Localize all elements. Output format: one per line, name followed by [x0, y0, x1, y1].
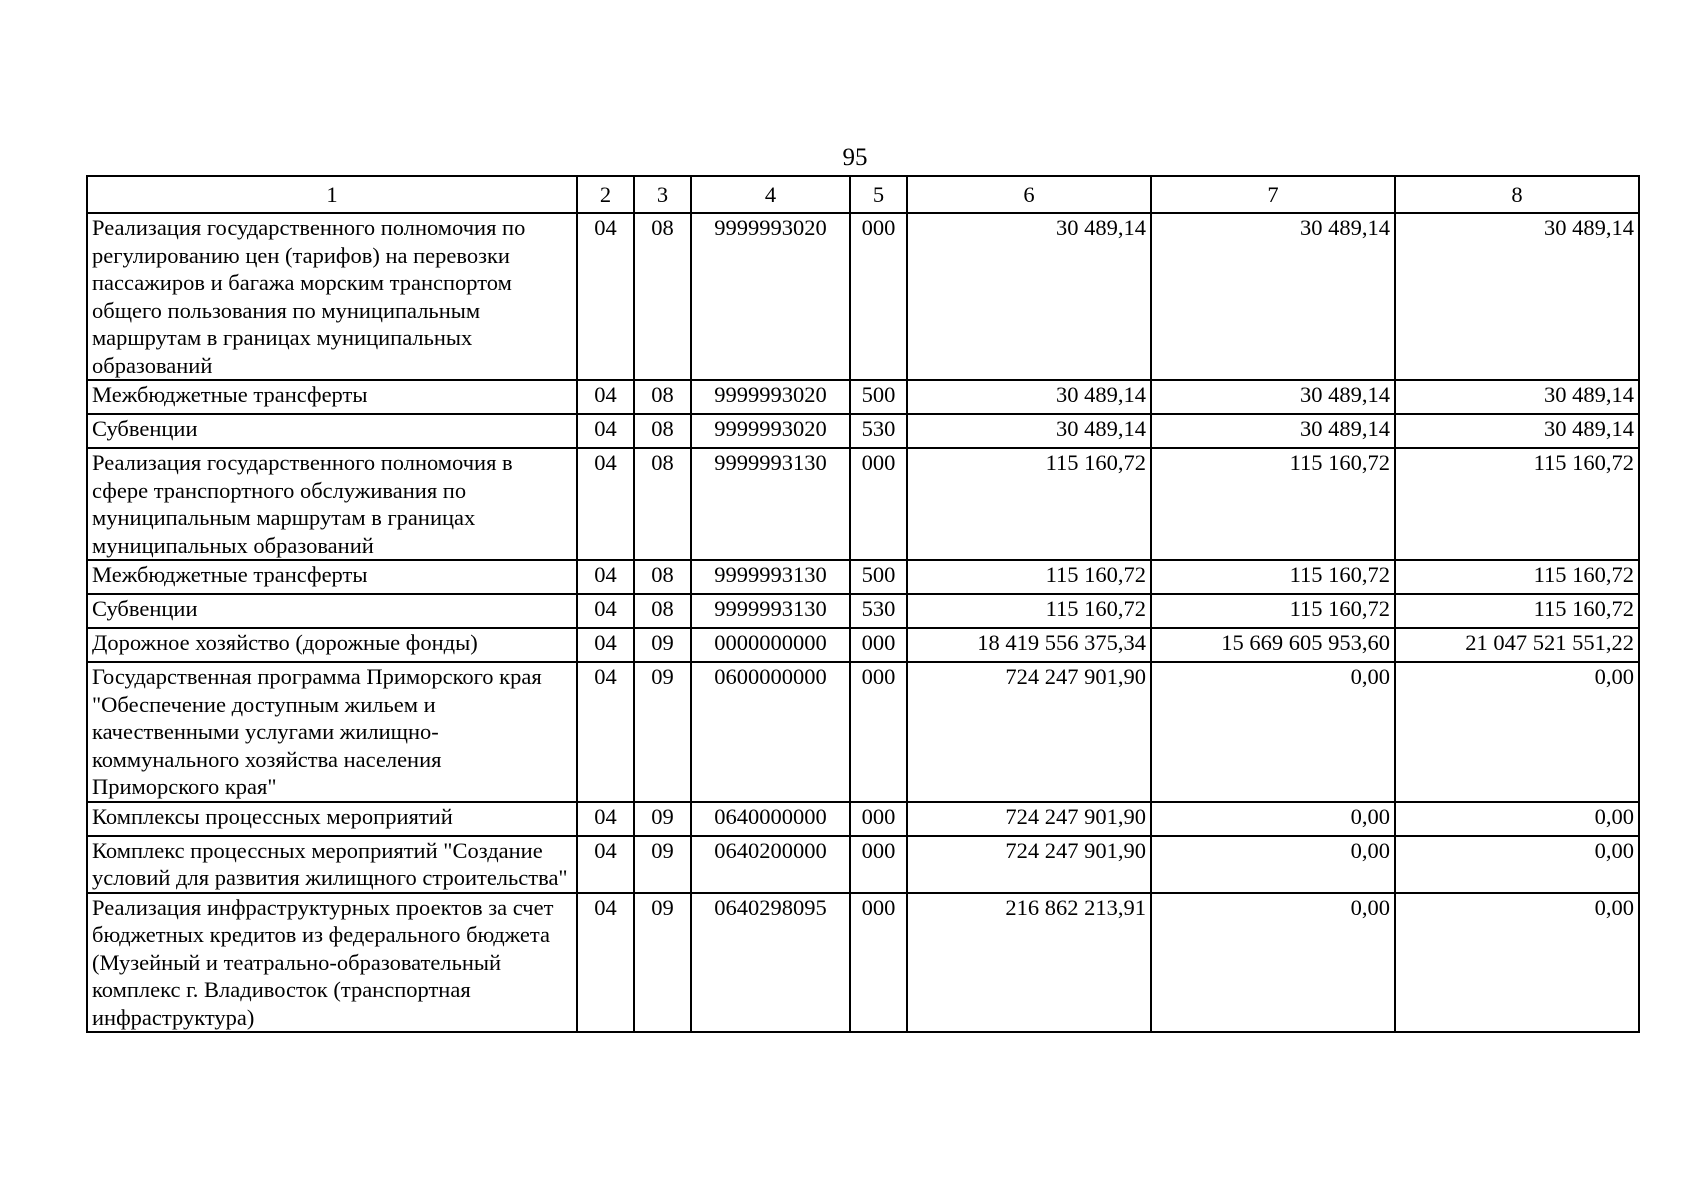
- table-row: [87, 380, 1639, 414]
- expense-type-code: 000: [850, 836, 907, 893]
- section-code: 04: [577, 802, 634, 836]
- amount-col7: 15 669 605 953,60: [1151, 628, 1395, 662]
- row-name: Комплексы процессных мероприятий: [87, 802, 577, 836]
- subsection-code: 08: [634, 560, 691, 594]
- amount-col6: 115 160,72: [907, 560, 1151, 594]
- amount-col7: 30 489,14: [1151, 213, 1395, 380]
- column-header: 1: [87, 176, 577, 213]
- amount-col8: 21 047 521 551,22: [1395, 628, 1639, 662]
- subsection-code: 08: [634, 380, 691, 414]
- section-code: 04: [577, 560, 634, 594]
- section-code: 04: [577, 836, 634, 893]
- expense-type-code: 000: [850, 213, 907, 380]
- row-name: Комплекс процессных мероприятий "Создание условий для развития жилищного строительства": [87, 836, 577, 893]
- row-name: Субвенции: [87, 594, 577, 628]
- target-article-code: 9999993130: [691, 448, 850, 560]
- table-row: [87, 594, 1639, 628]
- table-row: [87, 662, 1639, 802]
- amount-col8: 115 160,72: [1395, 448, 1639, 560]
- amount-col8: 115 160,72: [1395, 560, 1639, 594]
- amount-col6: 724 247 901,90: [907, 836, 1151, 893]
- column-header: 7: [1151, 176, 1395, 213]
- subsection-code: 08: [634, 414, 691, 448]
- amount-col7: 30 489,14: [1151, 414, 1395, 448]
- table-row: [87, 628, 1639, 662]
- table-row: [87, 448, 1639, 560]
- subsection-code: 09: [634, 662, 691, 802]
- amount-col6: 30 489,14: [907, 414, 1151, 448]
- subsection-code: 09: [634, 628, 691, 662]
- amount-col8: 30 489,14: [1395, 380, 1639, 414]
- subsection-code: 09: [634, 893, 691, 1033]
- section-code: 04: [577, 380, 634, 414]
- section-code: 04: [577, 213, 634, 380]
- amount-col7: 0,00: [1151, 802, 1395, 836]
- section-code: 04: [577, 414, 634, 448]
- target-article-code: 0000000000: [691, 628, 850, 662]
- amount-col6: 216 862 213,91: [907, 893, 1151, 1033]
- section-code: 04: [577, 628, 634, 662]
- section-code: 04: [577, 662, 634, 802]
- target-article-code: 9999993020: [691, 213, 850, 380]
- amount-col6: 18 419 556 375,34: [907, 628, 1151, 662]
- subsection-code: 09: [634, 836, 691, 893]
- amount-col7: 115 160,72: [1151, 594, 1395, 628]
- amount-col8: 0,00: [1395, 662, 1639, 802]
- amount-col7: 0,00: [1151, 836, 1395, 893]
- row-name: Реализация государственного полномочия по регулированию цен (тарифов) на перевозки пассажиров и багажа морским транспортом общего пользования по муниципальным маршрутам в границах муниципальных образований: [87, 213, 577, 380]
- amount-col7: 0,00: [1151, 893, 1395, 1033]
- row-name: Субвенции: [87, 414, 577, 448]
- expense-type-code: 500: [850, 380, 907, 414]
- table-row: [87, 836, 1639, 893]
- amount-col8: 30 489,14: [1395, 414, 1639, 448]
- column-header: 8: [1395, 176, 1639, 213]
- target-article-code: 0640298095: [691, 893, 850, 1033]
- target-article-code: 0640000000: [691, 802, 850, 836]
- table-row: [87, 414, 1639, 448]
- header-row: [87, 176, 1639, 213]
- expense-type-code: 530: [850, 414, 907, 448]
- table-row: [87, 893, 1639, 1033]
- row-name: Реализация инфраструктурных проектов за счет бюджетных кредитов из федерального бюджета (Музейный и театрально-образовательный комплекс г. Владивосток (транспортная инфраструктура): [87, 893, 577, 1033]
- amount-col6: 115 160,72: [907, 594, 1151, 628]
- amount-col8: 115 160,72: [1395, 594, 1639, 628]
- amount-col8: 0,00: [1395, 802, 1639, 836]
- amount-col6: 724 247 901,90: [907, 802, 1151, 836]
- subsection-code: 08: [634, 594, 691, 628]
- expense-type-code: 530: [850, 594, 907, 628]
- table-row: [87, 213, 1639, 380]
- amount-col8: 30 489,14: [1395, 213, 1639, 380]
- row-name: Межбюджетные трансферты: [87, 560, 577, 594]
- subsection-code: 08: [634, 448, 691, 560]
- row-name: Межбюджетные трансферты: [87, 380, 577, 414]
- expense-type-code: 500: [850, 560, 907, 594]
- target-article-code: 0640200000: [691, 836, 850, 893]
- expense-type-code: 000: [850, 893, 907, 1033]
- section-code: 04: [577, 594, 634, 628]
- expense-type-code: 000: [850, 802, 907, 836]
- subsection-code: 08: [634, 213, 691, 380]
- column-header: 6: [907, 176, 1151, 213]
- target-article-code: 9999993020: [691, 380, 850, 414]
- column-header: 2: [577, 176, 634, 213]
- budget-table: [86, 175, 1640, 1033]
- target-article-code: 9999993020: [691, 414, 850, 448]
- target-article-code: 0600000000: [691, 662, 850, 802]
- subsection-code: 09: [634, 802, 691, 836]
- table-row: [87, 802, 1639, 836]
- expense-type-code: 000: [850, 628, 907, 662]
- expense-type-code: 000: [850, 448, 907, 560]
- section-code: 04: [577, 893, 634, 1033]
- amount-col6: 115 160,72: [907, 448, 1151, 560]
- column-header: 3: [634, 176, 691, 213]
- amount-col6: 724 247 901,90: [907, 662, 1151, 802]
- row-name: Дорожное хозяйство (дорожные фонды): [87, 628, 577, 662]
- row-name: Государственная программа Приморского края "Обеспечение доступным жильем и качественными услугами жилищно-коммунального хозяйства населения Приморского края": [87, 662, 577, 802]
- expense-type-code: 000: [850, 662, 907, 802]
- target-article-code: 9999993130: [691, 560, 850, 594]
- amount-col8: 0,00: [1395, 836, 1639, 893]
- amount-col7: 30 489,14: [1151, 380, 1395, 414]
- page-number: 95: [842, 144, 868, 171]
- column-header: 4: [691, 176, 850, 213]
- amount-col6: 30 489,14: [907, 213, 1151, 380]
- section-code: 04: [577, 448, 634, 560]
- amount-col7: 115 160,72: [1151, 448, 1395, 560]
- amount-col7: 0,00: [1151, 662, 1395, 802]
- column-header: 5: [850, 176, 907, 213]
- table-row: [87, 560, 1639, 594]
- target-article-code: 9999993130: [691, 594, 850, 628]
- row-name: Реализация государственного полномочия в сфере транспортного обслуживания по муниципальным маршрутам в границах муниципальных образований: [87, 448, 577, 560]
- amount-col8: 0,00: [1395, 893, 1639, 1033]
- amount-col6: 30 489,14: [907, 380, 1151, 414]
- amount-col7: 115 160,72: [1151, 560, 1395, 594]
